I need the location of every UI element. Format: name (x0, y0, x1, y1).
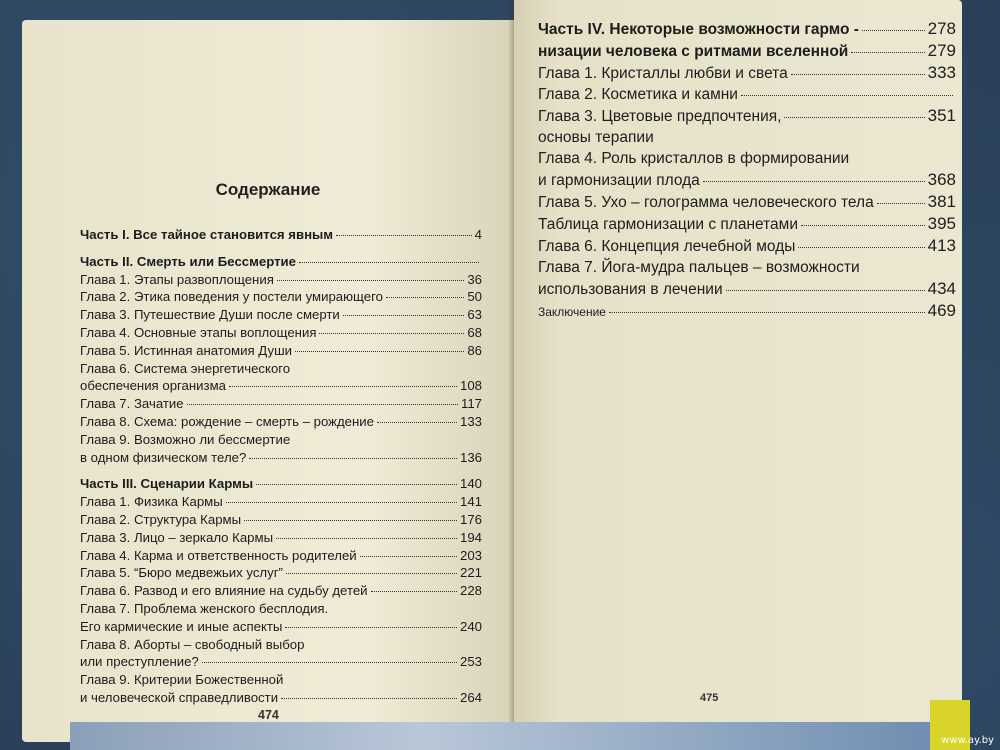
toc-entry: и гармонизации плода 368 (538, 170, 956, 189)
toc-entry: Глава 3. Лицо – зеркало Кармы 194 (80, 529, 482, 545)
toc-entry-line: Глава 8. Аборты – свободный выбор (80, 636, 305, 652)
toc-right (538, 18, 956, 323)
toc-entry: Глава 4. Основные этапы воплощения 68 (80, 324, 482, 340)
toc-entry: Заключение 469 (538, 301, 956, 320)
toc-left (80, 226, 482, 707)
toc-entry: Глава 2. Структура Кармы 176 (80, 511, 482, 527)
toc-entry: Глава 6. Развод и его влияние на судьбу детей 228 (80, 583, 482, 599)
book-underneath (70, 722, 950, 750)
toc-entry-line: Глава 4. Роль кристаллов в формировании (538, 150, 850, 167)
toc-entry: Глава 6. Концепция лечебной моды 413 (538, 236, 956, 255)
toc-entry: Глава 5. Ухо – голограмма человеческого тела 381 (538, 192, 956, 211)
toc-entry-line: Глава 7. Йога-мудра пальцев – возможности (538, 259, 860, 276)
page-number-left: 474 (258, 708, 279, 722)
toc-entry: Глава 1. Этапы развоплощения 36 (80, 271, 482, 287)
toc-entry: Часть IV. Некоторые возможности гармо - 278 (538, 19, 956, 38)
toc-entry: использования в лечении 434 (538, 279, 956, 298)
toc-entry-line: Глава 6. Система энергетического (80, 360, 291, 376)
toc-entry: Глава 3. Цветовые предпочтения, 351 (538, 106, 956, 125)
toc-entry: Глава 1. Кристаллы любви и света 333 (538, 63, 956, 82)
toc-entry: Глава 5. Истинная анатомия Души 86 (80, 342, 482, 358)
toc-entry: и человеческой справедливости 264 (80, 689, 482, 705)
toc-entry: Глава 7. Зачатие 117 (80, 396, 482, 412)
toc-heading: Содержание (215, 180, 321, 199)
toc-entry: Глава 2. Этика поведения у постели умирающего 50 (80, 289, 482, 305)
toc-entry: Глава 1. Физика Кармы 141 (80, 494, 482, 510)
toc-entry: Глава 8. Схема: рождение – смерть – рождение 133 (80, 413, 482, 429)
toc-entry: Глава 2. Косметика и камни (538, 84, 956, 105)
toc-entry: Часть I. Все тайное становится явным 4 (80, 227, 482, 242)
toc-entry: Его кармические и иные аспекты 240 (80, 618, 482, 634)
toc-entry: в одном физическом теле? 136 (80, 449, 482, 465)
toc-entry: Часть III. Сценарии Кармы 140 (80, 476, 482, 492)
toc-entry-line: основы терапии (538, 129, 654, 146)
watermark: www.ay.by (941, 735, 994, 746)
toc-entry: Таблица гармонизации с планетами 395 (538, 214, 956, 233)
toc-entry-line: Глава 9. Возможно ли бессмертие (80, 431, 291, 447)
toc-entry: Глава 5. “Бюро медвежьих услуг” 221 (80, 565, 482, 581)
toc-entry-line: Глава 7. Проблема женского бесплодия. (80, 600, 329, 616)
toc-entry: низации человека с ритмами вселенной 279 (538, 41, 956, 60)
toc-entry: Часть II. Смерть или Бессмертие (80, 253, 482, 271)
page-number-right: 475 (700, 692, 719, 704)
toc-entry-line: Глава 9. Критерии Божественной (80, 672, 284, 688)
left-page (22, 20, 514, 742)
right-page (514, 0, 962, 730)
toc-entry: или преступление? 253 (80, 654, 482, 670)
toc-entry: Глава 3. Путешествие Души после смерти 63 (80, 307, 482, 323)
toc-entry: обеспечения организма 108 (80, 378, 482, 394)
toc-entry: Глава 4. Карма и ответственность родителей 203 (80, 547, 482, 563)
